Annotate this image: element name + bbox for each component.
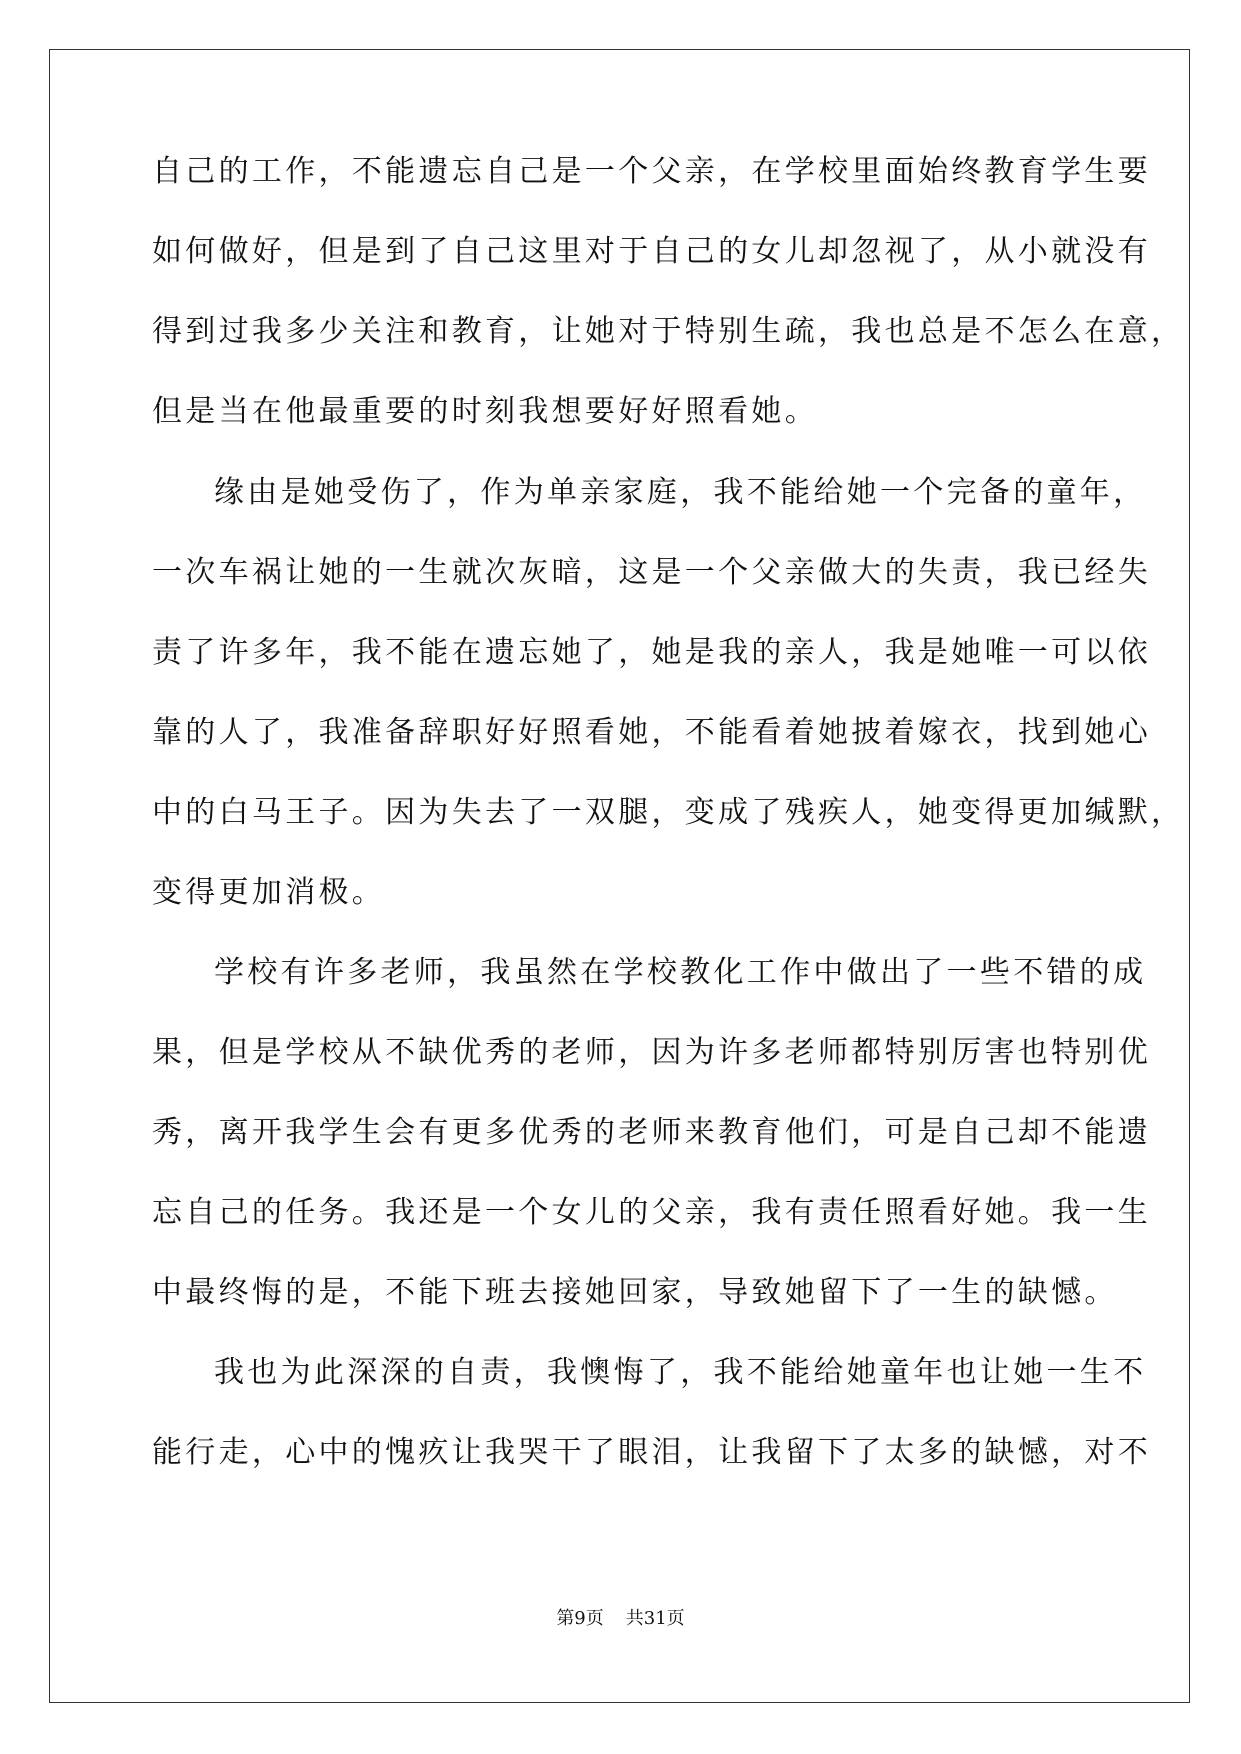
text-line: 变得更加消极。 bbox=[152, 875, 386, 910]
text-line: 但是当在他最重要的时刻我想要好好照看她。 bbox=[152, 394, 818, 429]
page-footer bbox=[0, 1607, 1241, 1631]
text-line: 忘自己的任务。我还是一个女儿的父亲，我有责任照看好她。我一生 bbox=[152, 1195, 1151, 1230]
paragraph-first-line: 学校有许多老师，我虽然在学校教化工作中做出了一些不错的成 bbox=[214, 955, 1147, 990]
text-line: 自己的工作，不能遗忘自己是一个父亲，在学校里面始终教育学生要 bbox=[152, 154, 1151, 189]
page-number: 第9页 bbox=[556, 1608, 604, 1629]
paragraph-first-line: 我也为此深深的自责，我懊悔了，我不能给她童年也让她一生不 bbox=[214, 1355, 1147, 1390]
text-line: 责了许多年，我不能在遗忘她了，她是我的亲人，我是她唯一可以依 bbox=[152, 635, 1151, 670]
text-line: 一次车祸让她的一生就次灰暗，这是一个父亲做大的失责，我已经失 bbox=[152, 555, 1151, 590]
text-line: 中的白马王子。因为失去了一双腿，变成了残疾人，她变得更加缄默， bbox=[152, 795, 1185, 830]
text-line: 靠的人了，我准备辞职好好照看她，不能看着她披着嫁衣，找到她心 bbox=[152, 715, 1151, 750]
paragraph-first-line: 缘由是她受伤了，作为单亲家庭，我不能给她一个完备的童年， bbox=[214, 475, 1147, 510]
text-line: 中最终悔的是，不能下班去接她回家，导致她留下了一生的缺憾。 bbox=[152, 1275, 1118, 1310]
text-line: 秀，离开我学生会有更多优秀的老师来教育他们，可是自己却不能遗 bbox=[152, 1115, 1151, 1150]
page-total: 共31页 bbox=[625, 1608, 685, 1629]
text-line: 如何做好，但是到了自己这里对于自己的女儿却忽视了，从小就没有 bbox=[152, 234, 1151, 269]
text-line: 得到过我多少关注和教育，让她对于特别生疏，我也总是不怎么在意， bbox=[152, 314, 1185, 349]
text-line: 能行走，心中的愧疚让我哭干了眼泪，让我留下了太多的缺憾，对不 bbox=[152, 1435, 1151, 1470]
text-line: 果，但是学校从不缺优秀的老师，因为许多老师都特别厉害也特别优 bbox=[152, 1035, 1151, 1070]
